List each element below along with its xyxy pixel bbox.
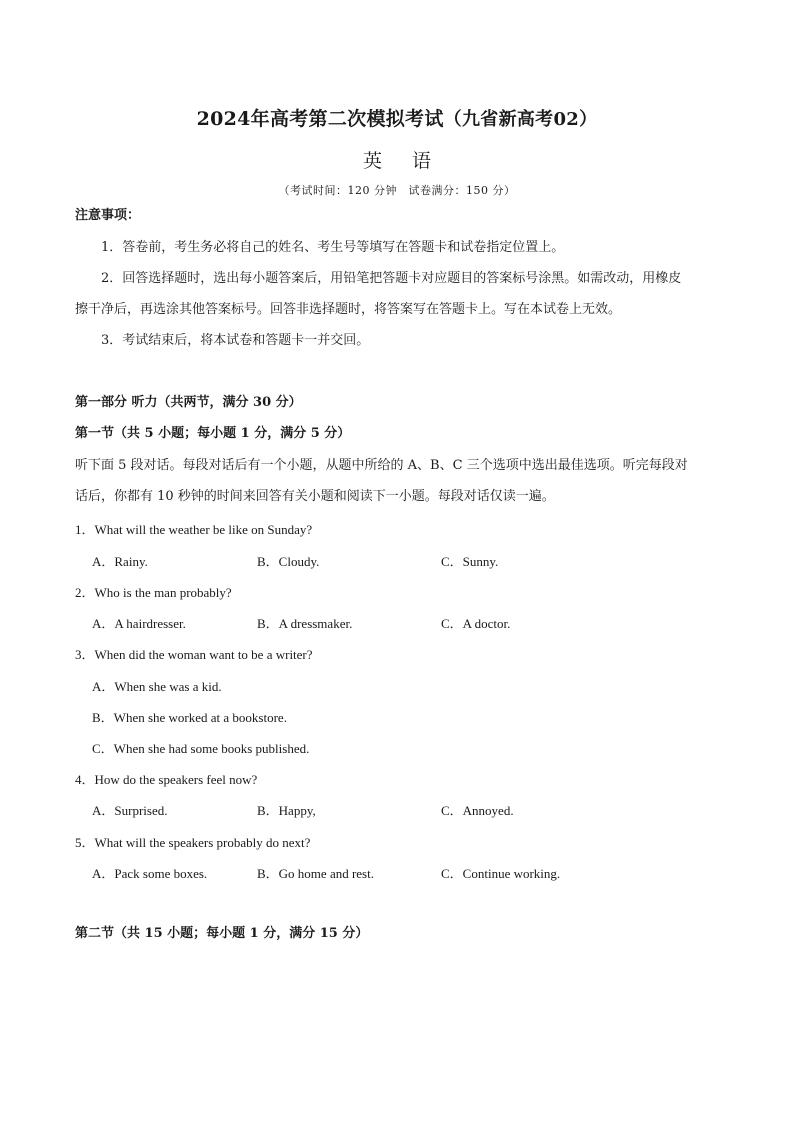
question-5-option-a: A．Pack some boxes. (92, 866, 208, 881)
exam-title-paren: （九省新高考02） (443, 109, 598, 130)
question-3-option-a: A．When she was a kid. (92, 679, 222, 694)
instructions-line-2: 话后，你都有 10 秒钟的时间来回答有关小题和阅读下一小题。每段对话仅读一遍。 (75, 489, 555, 504)
question-1-stem: 1．What will the weather be like on Sunday? (75, 522, 313, 537)
question-5-option-c: C．Continue working. (441, 866, 561, 881)
question-4-option-a: A．Surprised. (92, 803, 168, 818)
subject-title: 英语 (362, 150, 461, 172)
question-2-option-b: B．A dressmaker. (257, 616, 353, 631)
note-item-3: 3．考试结束后，将本试卷和答题卡一并交回。 (101, 333, 370, 348)
question-1-option-a: A．Rainy. (92, 554, 148, 569)
exam-time-info: （考试时间：120 分钟 试卷满分：150 分） (278, 184, 516, 197)
note-item-1: 1．答卷前，考生务必将自己的姓名、考生号等填写在答题卡和试卷指定位置上。 (101, 240, 565, 255)
question-3-option-c: C．When she had some books published. (92, 741, 310, 756)
note-item-2: 2．回答选择题时，选出每小题答案后，用铅笔把答题卡对应题目的答案标号涂黑。如需改动，用橡皮 (101, 271, 682, 286)
question-3-stem: 3．When did the woman want to be a writer? (75, 647, 313, 662)
exam-title-main: 2024年高考第二次模拟考试 (196, 108, 444, 130)
notes-heading: 注意事项： (75, 208, 141, 223)
note-item-2-continued: 擦干净后，再选涂其他答案标号。回答非选择题时，将答案写在答题卡上。写在本试卷上无效。 (75, 302, 622, 317)
question-5-option-b: B．Go home and rest. (257, 866, 374, 881)
part1-heading: 第一部分 听力（共两节，满分 30 分） (75, 395, 302, 410)
question-4-option-c: C．Annoyed. (441, 803, 514, 818)
question-2-option-c: C．A doctor. (441, 616, 511, 631)
exam-title (0, 104, 794, 131)
section1-heading: 第一节（共 5 小题；每小题 1 分，满分 5 分） (75, 426, 351, 441)
instructions-line-1: 听下面 5 段对话。每段对话后有一个小题，从题中所给的 A、B、C 三个选项中选出最佳选项。听完每段对 (75, 458, 688, 473)
question-3-option-b: B．When she worked at a bookstore. (92, 710, 287, 725)
question-5-stem: 5．What will the speakers probably do next? (75, 835, 311, 850)
question-1-option-c: C．Sunny. (441, 554, 499, 569)
question-2-stem: 2．Who is the man probably? (75, 585, 232, 600)
section2-heading: 第二节（共 15 小题；每小题 1 分，满分 15 分） (75, 926, 369, 941)
question-2-option-a: A．A hairdresser. (92, 616, 186, 631)
question-4-stem: 4．How do the speakers feel now? (75, 772, 258, 787)
question-4-option-b: B．Happy, (257, 803, 316, 818)
question-1-option-b: B．Cloudy. (257, 554, 320, 569)
